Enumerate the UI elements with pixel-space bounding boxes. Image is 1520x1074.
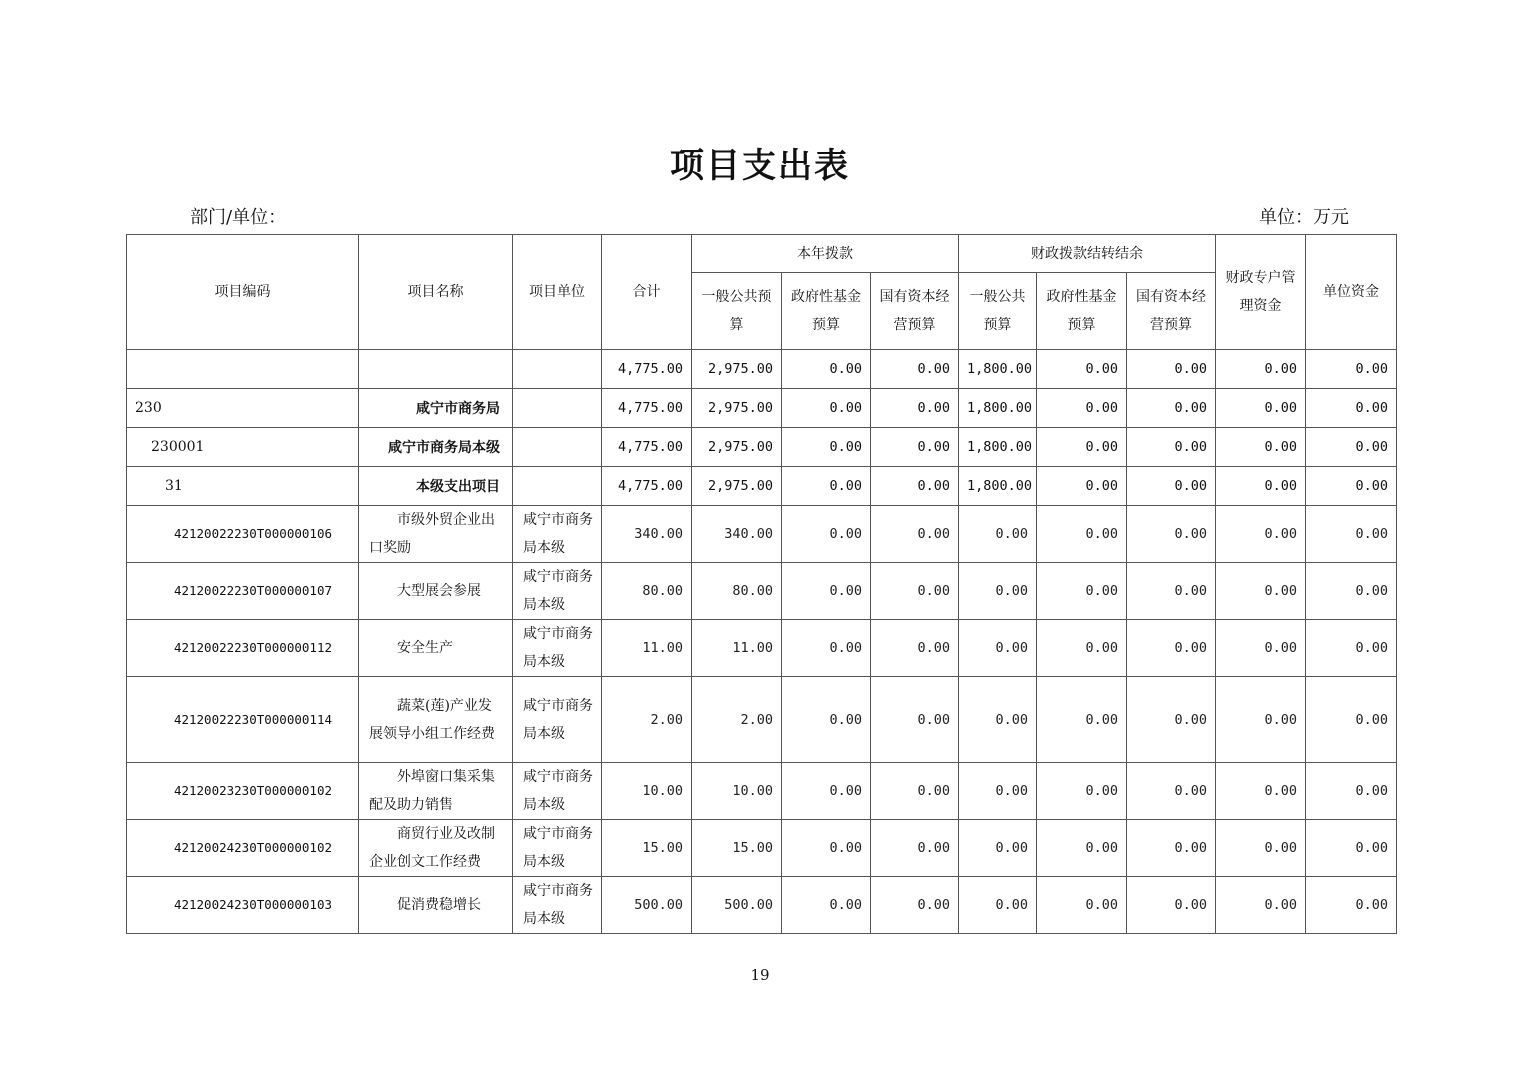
page-title: 项目支出表 bbox=[670, 146, 850, 186]
header-g1-state-capital: 国有资本经营预算 bbox=[871, 273, 959, 350]
cell-amount: 0.00 bbox=[871, 877, 959, 934]
cell-amount: 0.00 bbox=[1127, 620, 1216, 677]
cell-amount: 1,800.00 bbox=[959, 389, 1037, 428]
cell-code bbox=[127, 350, 359, 389]
table-row bbox=[127, 763, 1397, 820]
cell-amount: 0.00 bbox=[782, 877, 871, 934]
cell-amount: 0.00 bbox=[959, 877, 1037, 934]
cell-code: 42120024230T000000103 bbox=[127, 877, 359, 934]
cell-code: 230001 bbox=[127, 428, 359, 467]
cell-name: 本级支出项目 bbox=[359, 467, 513, 506]
cell-amount: 2.00 bbox=[602, 677, 692, 763]
cell-unit: 咸宁市商务局本级 bbox=[513, 763, 602, 820]
table-row bbox=[127, 877, 1397, 934]
cell-amount: 0.00 bbox=[871, 563, 959, 620]
cell-name-text: 商贸行业及改制企业创文工作经费 bbox=[369, 826, 495, 870]
cell-unit: 咸宁市商务局本级 bbox=[513, 506, 602, 563]
cell-amount: 80.00 bbox=[602, 563, 692, 620]
cell-amount: 0.00 bbox=[782, 677, 871, 763]
cell-amount: 0.00 bbox=[1037, 467, 1127, 506]
cell-amount: 0.00 bbox=[1216, 506, 1306, 563]
cell-code: 42120024230T000000102 bbox=[127, 820, 359, 877]
cell-name-text: 大型展会参展 bbox=[397, 583, 481, 599]
cell-amount: 0.00 bbox=[1127, 506, 1216, 563]
cell-amount: 0.00 bbox=[1037, 428, 1127, 467]
cell-name bbox=[359, 506, 513, 563]
header-g2-fund: 政府性基金预算 bbox=[1037, 273, 1127, 350]
cell-amount: 0.00 bbox=[1216, 620, 1306, 677]
cell-amount: 0.00 bbox=[871, 428, 959, 467]
cell-amount: 0.00 bbox=[871, 620, 959, 677]
cell-amount: 0.00 bbox=[782, 563, 871, 620]
cell-amount: 0.00 bbox=[959, 677, 1037, 763]
cell-unit bbox=[513, 389, 602, 428]
cell-name bbox=[359, 820, 513, 877]
cell-amount: 0.00 bbox=[871, 677, 959, 763]
cell-code: 42120023230T000000102 bbox=[127, 763, 359, 820]
header-unit: 项目单位 bbox=[513, 235, 602, 350]
table-row bbox=[127, 677, 1397, 763]
header-name: 项目名称 bbox=[359, 235, 513, 350]
unit-label: 单位：万元 bbox=[1259, 207, 1349, 228]
summary-row bbox=[127, 350, 1397, 389]
cell-amount: 0.00 bbox=[1037, 820, 1127, 877]
cell-code: 42120022230T000000114 bbox=[127, 677, 359, 763]
cell-amount: 0.00 bbox=[959, 820, 1037, 877]
header-g1-fund: 政府性基金预算 bbox=[782, 273, 871, 350]
cell-amount: 1,800.00 bbox=[959, 428, 1037, 467]
cell-unit bbox=[513, 467, 602, 506]
cell-amount: 10.00 bbox=[692, 763, 782, 820]
cell-amount: 500.00 bbox=[602, 877, 692, 934]
cell-amount: 0.00 bbox=[1037, 350, 1127, 389]
cell-amount: 0.00 bbox=[1216, 763, 1306, 820]
cell-amount: 2,975.00 bbox=[692, 428, 782, 467]
cell-amount: 0.00 bbox=[1127, 467, 1216, 506]
cell-amount: 0.00 bbox=[1306, 389, 1397, 428]
cell-amount: 0.00 bbox=[1127, 820, 1216, 877]
cell-amount: 2,975.00 bbox=[692, 350, 782, 389]
table-row bbox=[127, 620, 1397, 677]
cell-amount: 0.00 bbox=[1306, 428, 1397, 467]
cell-amount: 0.00 bbox=[1216, 389, 1306, 428]
cell-amount: 0.00 bbox=[782, 389, 871, 428]
cell-amount: 0.00 bbox=[782, 350, 871, 389]
cell-name-text: 促消费稳增长 bbox=[397, 897, 481, 913]
cell-name bbox=[359, 677, 513, 763]
cell-amount: 0.00 bbox=[1127, 877, 1216, 934]
cell-amount: 0.00 bbox=[1306, 563, 1397, 620]
cell-amount: 0.00 bbox=[1037, 389, 1127, 428]
cell-amount: 4,775.00 bbox=[602, 467, 692, 506]
cell-amount: 4,775.00 bbox=[602, 389, 692, 428]
cell-amount: 0.00 bbox=[1037, 506, 1127, 563]
cell-amount: 0.00 bbox=[1306, 467, 1397, 506]
cell-amount: 0.00 bbox=[782, 820, 871, 877]
cell-amount: 0.00 bbox=[1037, 763, 1127, 820]
cell-amount: 0.00 bbox=[959, 620, 1037, 677]
cell-amount: 0.00 bbox=[1127, 563, 1216, 620]
cell-amount: 0.00 bbox=[1216, 820, 1306, 877]
cell-amount: 10.00 bbox=[602, 763, 692, 820]
cell-amount: 4,775.00 bbox=[602, 428, 692, 467]
cell-amount: 0.00 bbox=[1306, 763, 1397, 820]
cell-amount: 0.00 bbox=[871, 820, 959, 877]
header-g2-state-capital: 国有资本经营预算 bbox=[1127, 273, 1216, 350]
cell-unit: 咸宁市商务局本级 bbox=[513, 820, 602, 877]
cell-code: 42120022230T000000106 bbox=[127, 506, 359, 563]
cell-amount: 0.00 bbox=[871, 506, 959, 563]
cell-amount: 0.00 bbox=[959, 763, 1037, 820]
cell-unit: 咸宁市商务局本级 bbox=[513, 677, 602, 763]
cell-amount: 0.00 bbox=[1216, 467, 1306, 506]
cell-amount: 0.00 bbox=[1216, 563, 1306, 620]
cell-amount: 500.00 bbox=[692, 877, 782, 934]
cell-amount: 0.00 bbox=[1216, 677, 1306, 763]
cell-amount: 15.00 bbox=[602, 820, 692, 877]
cell-amount: 2.00 bbox=[692, 677, 782, 763]
cell-amount: 0.00 bbox=[871, 350, 959, 389]
cell-amount: 340.00 bbox=[602, 506, 692, 563]
cell-name: 咸宁市商务局本级 bbox=[359, 428, 513, 467]
cell-amount: 4,775.00 bbox=[602, 350, 692, 389]
header-total: 合计 bbox=[602, 235, 692, 350]
cell-code: 42120022230T000000112 bbox=[127, 620, 359, 677]
cell-amount: 0.00 bbox=[1127, 763, 1216, 820]
cell-amount: 0.00 bbox=[782, 763, 871, 820]
cell-name-text: 蔬菜(莲)产业发展领导小组工作经费 bbox=[369, 697, 495, 742]
cell-amount: 1,800.00 bbox=[959, 350, 1037, 389]
cell-amount: 0.00 bbox=[1216, 877, 1306, 934]
table-row bbox=[127, 506, 1397, 563]
cell-amount: 0.00 bbox=[782, 428, 871, 467]
cell-unit bbox=[513, 428, 602, 467]
cell-amount: 0.00 bbox=[1037, 877, 1127, 934]
cell-amount: 0.00 bbox=[782, 506, 871, 563]
cell-amount: 0.00 bbox=[1306, 677, 1397, 763]
cell-amount: 0.00 bbox=[1037, 677, 1127, 763]
cell-code: 42120022230T000000107 bbox=[127, 563, 359, 620]
cell-amount: 80.00 bbox=[692, 563, 782, 620]
cell-amount: 0.00 bbox=[1127, 677, 1216, 763]
cell-name bbox=[359, 763, 513, 820]
summary-row bbox=[127, 428, 1397, 467]
summary-row bbox=[127, 467, 1397, 506]
cell-amount: 0.00 bbox=[1216, 428, 1306, 467]
cell-unit bbox=[513, 350, 602, 389]
cell-amount: 11.00 bbox=[602, 620, 692, 677]
header-current-year-allocation: 本年拨款 bbox=[692, 235, 959, 273]
header-g1-general: 一般公共预算 bbox=[692, 273, 782, 350]
cell-amount: 0.00 bbox=[782, 467, 871, 506]
cell-unit: 咸宁市商务局本级 bbox=[513, 563, 602, 620]
project-expenditure-table bbox=[126, 234, 1397, 934]
cell-amount: 0.00 bbox=[1306, 506, 1397, 563]
cell-unit: 咸宁市商务局本级 bbox=[513, 877, 602, 934]
cell-amount: 0.00 bbox=[871, 467, 959, 506]
cell-name bbox=[359, 350, 513, 389]
cell-name-text: 外埠窗口集采集配及助力销售 bbox=[369, 769, 495, 813]
table-body bbox=[127, 350, 1397, 934]
header-g2-general: 一般公共预算 bbox=[959, 273, 1037, 350]
cell-unit: 咸宁市商务局本级 bbox=[513, 620, 602, 677]
cell-name bbox=[359, 563, 513, 620]
cell-amount: 0.00 bbox=[1306, 620, 1397, 677]
cell-amount: 0.00 bbox=[1306, 350, 1397, 389]
department-label: 部门/单位： bbox=[190, 207, 287, 228]
cell-amount: 0.00 bbox=[1037, 620, 1127, 677]
page-number: 19 bbox=[750, 966, 770, 984]
cell-amount: 1,800.00 bbox=[959, 467, 1037, 506]
cell-name: 咸宁市商务局 bbox=[359, 389, 513, 428]
cell-name-text: 市级外贸企业出口奖励 bbox=[369, 512, 495, 556]
header-carryover-balance: 财政拨款结转结余 bbox=[959, 235, 1216, 273]
cell-amount: 0.00 bbox=[959, 563, 1037, 620]
cell-amount: 0.00 bbox=[782, 620, 871, 677]
cell-amount: 0.00 bbox=[1127, 428, 1216, 467]
cell-name bbox=[359, 877, 513, 934]
cell-amount: 2,975.00 bbox=[692, 467, 782, 506]
summary-row bbox=[127, 389, 1397, 428]
cell-amount: 340.00 bbox=[692, 506, 782, 563]
cell-amount: 0.00 bbox=[1127, 389, 1216, 428]
cell-name-text: 安全生产 bbox=[397, 640, 453, 656]
cell-amount: 2,975.00 bbox=[692, 389, 782, 428]
cell-amount: 0.00 bbox=[1127, 350, 1216, 389]
cell-code: 230 bbox=[127, 389, 359, 428]
cell-amount: 11.00 bbox=[692, 620, 782, 677]
cell-amount: 15.00 bbox=[692, 820, 782, 877]
cell-amount: 0.00 bbox=[871, 389, 959, 428]
cell-amount: 0.00 bbox=[871, 763, 959, 820]
cell-amount: 0.00 bbox=[1037, 563, 1127, 620]
cell-amount: 0.00 bbox=[1306, 877, 1397, 934]
header-special-account: 财政专户管理资金 bbox=[1216, 235, 1306, 350]
cell-code: 31 bbox=[127, 467, 359, 506]
header-code: 项目编码 bbox=[127, 235, 359, 350]
cell-name bbox=[359, 620, 513, 677]
cell-amount: 0.00 bbox=[1216, 350, 1306, 389]
header-own-funds: 单位资金 bbox=[1306, 235, 1397, 350]
cell-amount: 0.00 bbox=[959, 506, 1037, 563]
cell-amount: 0.00 bbox=[1306, 820, 1397, 877]
table-row bbox=[127, 563, 1397, 620]
table-row bbox=[127, 820, 1397, 877]
